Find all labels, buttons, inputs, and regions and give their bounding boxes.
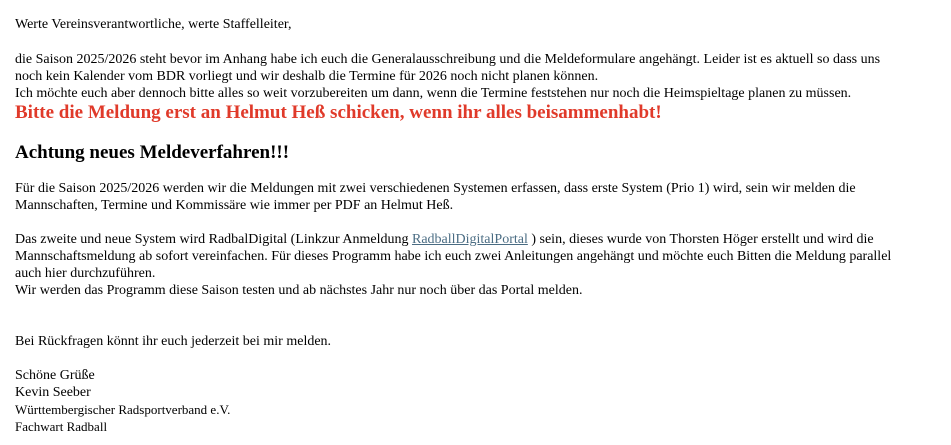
signature-role: Fachwart Radball xyxy=(15,419,108,434)
signature xyxy=(15,367,230,435)
system-two-line-test: Wir werden das Programm diese Saison testen und ab nächstes Jahr nur noch über das Portal melden. xyxy=(15,283,583,298)
system-two-text-before-link: Das zweite und neue System wird RadbalDigital (Linkzur Anmeldung xyxy=(15,232,412,247)
intro-line-3: Ich möchte euch aber dennoch bitte alles so weit vorzubereiten um dann, wenn die Termine feststehen nur noch die Heimspieltage planen zu müssen. xyxy=(15,86,852,101)
intro-line-2: noch kein Kalender vom BDR vorliegt und wir deshalb die Termine für 2026 noch nicht planen können. xyxy=(15,69,599,84)
contact-line: Bei Rückfragen könnt ihr euch jederzeit bei mir melden. xyxy=(15,334,332,349)
intro-paragraph xyxy=(15,51,880,102)
signature-organization: Württembergischer Radsportverband e.V. xyxy=(15,402,231,417)
system-one-paragraph xyxy=(15,180,856,214)
system-two-paragraph xyxy=(15,231,930,299)
system-two-text-after-link: ) sein, dieses wurde von Thorsten Höger erstellt und wird die Mannschaftsmeldung ab sofort vereinfachen. Für dieses Programm habe ich euch zwei Anleitungen angehängt und möchte euch Bitten die Meldung parallel xyxy=(15,232,892,264)
greeting: Werte Vereinsverantwortliche, werte Staffelleiter, xyxy=(15,17,292,32)
signature-name: Kevin Seeber xyxy=(15,385,91,400)
system-two-line-continued: auch hier durchzuführen. xyxy=(15,266,156,281)
alert-notice: Bitte die Meldung erst an Helmut Heß schicken, wenn ihr alles beisammenhabt! xyxy=(15,102,662,123)
system-one-line-2: Mannschaften, Termine und Kommissäre wie immer per PDF an Helmut Heß. xyxy=(15,198,454,213)
system-one-line-1: Für die Saison 2025/2026 werden wir die Meldungen mit zwei verschiedenen Systemen erfassen, dass erste System (Prio 1) wird, sein wir melden die xyxy=(15,181,856,196)
section-heading: Achtung neues Meldeverfahren!!! xyxy=(15,142,290,163)
intro-line-1: die Saison 2025/2026 steht bevor im Anhang habe ich euch die Generalausschreibung und die Meldeformulare angehängt. Leider ist es aktuell so dass uns xyxy=(15,52,881,67)
signature-closing: Schöne Grüße xyxy=(15,368,95,383)
radball-digital-portal-link[interactable]: RadballDigitalPortal xyxy=(411,232,528,247)
